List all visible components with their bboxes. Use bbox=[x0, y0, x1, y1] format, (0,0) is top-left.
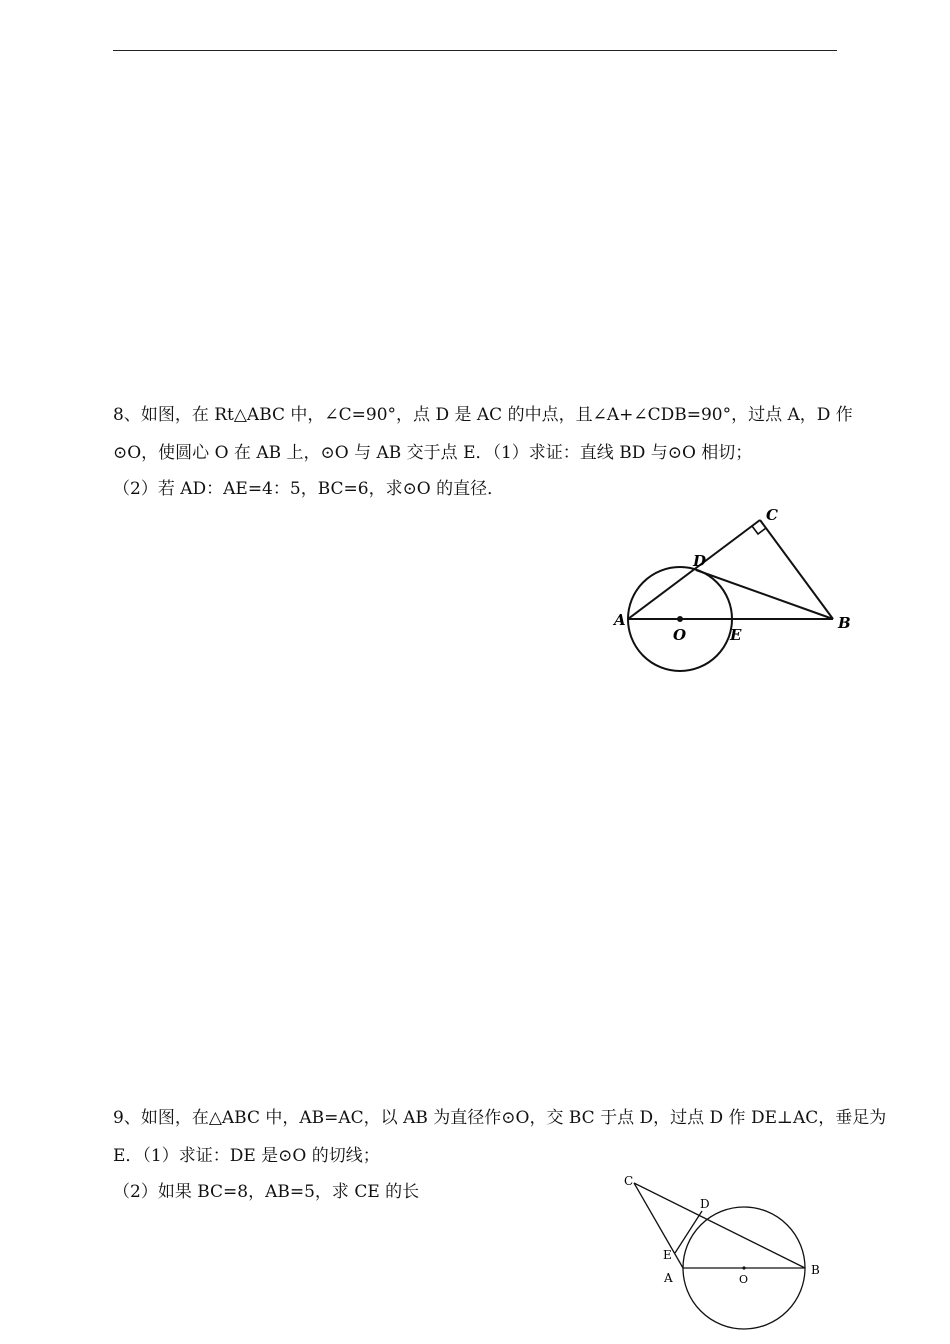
label-o: O bbox=[673, 626, 687, 644]
problem8-line1: 8、如图，在 Rt△ABC 中，∠C=90°，点 D 是 AC 的中点，且∠A+∠CDB=90°，过点 A，D 作 bbox=[113, 405, 853, 425]
label-c: C bbox=[624, 1174, 634, 1188]
label-a: A bbox=[614, 611, 626, 629]
label-e: E bbox=[730, 626, 742, 644]
problem9-figure bbox=[610, 1165, 850, 1344]
segment-db bbox=[696, 570, 833, 619]
label-d: D bbox=[700, 1197, 710, 1211]
center-dot bbox=[677, 616, 683, 622]
label-o: O bbox=[739, 1273, 749, 1286]
problem8-figure bbox=[600, 500, 870, 680]
segment-cb bbox=[760, 520, 833, 619]
problem9-line2: E．（1）求证：DE 是⊙O 的切线； bbox=[113, 1146, 380, 1166]
segment-de bbox=[675, 1211, 702, 1253]
problem8-line2: ⊙O，使圆心 O 在 AB 上，⊙O 与 AB 交于点 E．（1）求证：直线 BD 与⊙O 相切； bbox=[113, 443, 753, 463]
label-d: D bbox=[693, 552, 707, 570]
label-a: A bbox=[664, 1271, 673, 1285]
label-c: C bbox=[766, 506, 778, 524]
problem9-line3: （2）如果 BC=8，AB=5，求 CE 的长 bbox=[113, 1182, 420, 1202]
right-angle-mark bbox=[752, 526, 766, 534]
problem9-line1: 9、如图，在△ABC 中，AB=AC，以 AB 为直径作⊙O，交 BC 于点 D，过点 D 作 DE⊥AC，垂足为 bbox=[113, 1108, 887, 1128]
label-b: B bbox=[838, 614, 851, 632]
label-b: B bbox=[811, 1263, 820, 1277]
header-rule bbox=[113, 50, 837, 51]
center-dot bbox=[742, 1266, 745, 1269]
label-e: E bbox=[663, 1248, 672, 1262]
segment-cb bbox=[634, 1183, 805, 1268]
problem8-line3: （2）若 AD：AE=4：5，BC=6，求⊙O 的直径． bbox=[113, 479, 505, 499]
